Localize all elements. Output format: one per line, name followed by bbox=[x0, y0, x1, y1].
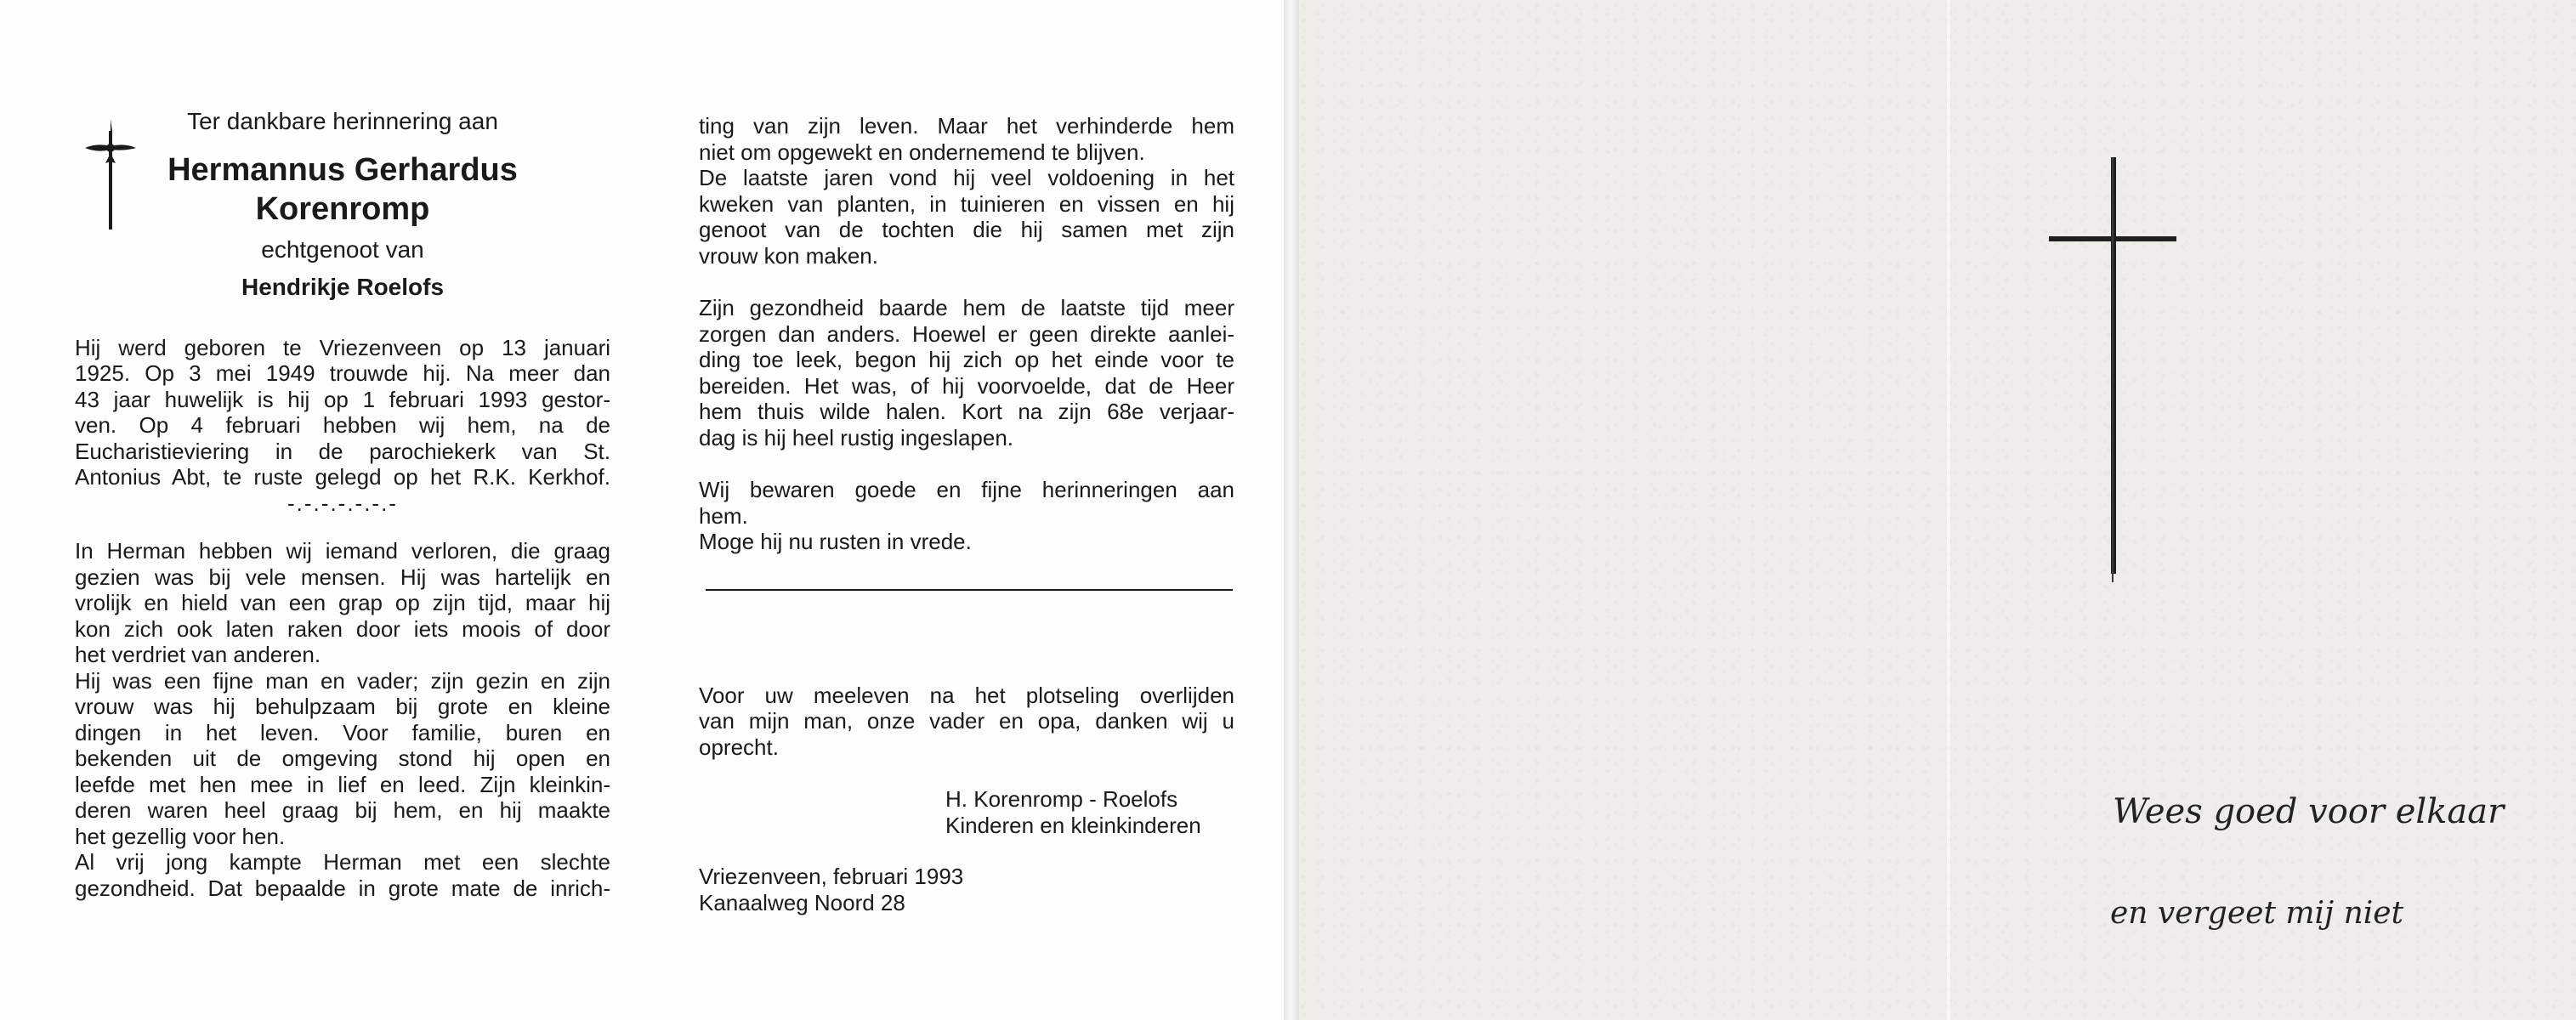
text-line: De laatste jaren vond hij veel voldoening in het bbox=[699, 165, 1234, 190]
text-line: ting van zijn leven. Maar het verhinderde hem bbox=[699, 113, 1234, 139]
memory-paragraph-1 bbox=[75, 538, 610, 668]
text-line: gezondheid. Dat bepaalde in grote mate de inrich- bbox=[75, 875, 610, 901]
text-line: Wij bewaren goede en fijne herinneringen aan bbox=[699, 477, 1234, 502]
signature-line: H. Korenromp - Roelofs bbox=[945, 786, 1178, 812]
cover-page bbox=[1299, 0, 2576, 1020]
text-line: genoot van de tochten die hij samen met zijn bbox=[699, 217, 1234, 242]
memory-paragraph-2 bbox=[75, 668, 610, 850]
spouse-label: echtgenoot van bbox=[261, 235, 424, 263]
cover-verse-line-1: Wees goed voor elkaar bbox=[2113, 792, 2505, 831]
right-column bbox=[699, 113, 1234, 915]
memory-paragraph-3 bbox=[75, 849, 610, 901]
text-line: niet om opgewekt en ondernemend te blijven. bbox=[699, 139, 1145, 165]
deceased-name-last: Korenromp bbox=[255, 190, 430, 227]
text-line: hem. bbox=[699, 502, 748, 529]
text-line: ding toe leek, begon hij zich op het einde voor te bbox=[699, 347, 1234, 372]
text-line: het gezellig voor hen. bbox=[75, 823, 286, 849]
cover-verse-line-2: en vergeet mij niet bbox=[2110, 896, 2404, 931]
text-line: zorgen dan anders. Hoewel er geen direkte aanlei- bbox=[699, 320, 1234, 347]
spouse-name: Hendrikje Roelofs bbox=[241, 274, 445, 300]
text-line: Voor uw meeleven na het plotseling overlijden bbox=[699, 682, 1234, 708]
text-line: dingen in het leven. Voor familie, buren en bbox=[75, 719, 610, 745]
separator: -.-.-.-.-.-.- bbox=[287, 490, 398, 516]
text-line: hem thuis wilde halen. Kort na zijn 68e verjaar- bbox=[699, 399, 1234, 424]
signature-block bbox=[945, 786, 1234, 838]
text-line: Al vrij jong kampte Herman met een slechte bbox=[75, 849, 610, 875]
memory-paragraph-7 bbox=[699, 477, 1234, 529]
left-column bbox=[75, 109, 610, 901]
text-line: ven. Op 4 februari hebben wij hem, na de bbox=[75, 412, 610, 438]
text-line: het verdriet van anderen. bbox=[75, 642, 321, 667]
address: Kanaalweg Noord 28 bbox=[699, 889, 905, 915]
text-line: Eucharistieviering in de parochiekerk van St. bbox=[75, 438, 610, 464]
place-date: Vriezenveen, februari 1993 bbox=[699, 864, 964, 889]
text-line: 1925. Op 3 mei 1949 trouwde hij. Na meer dan bbox=[75, 360, 610, 386]
text-line: kon zich ook laten raken door iets moois of door bbox=[75, 615, 610, 642]
text-line: kweken van planten, in tuinieren en vissen en hij bbox=[699, 190, 1234, 217]
text-line: 43 jaar huwelijk is hij op 1 februari 1993 gestor- bbox=[75, 386, 610, 412]
text-line: Hij was een fijne man en vader; zijn gezin en zijn bbox=[75, 667, 610, 694]
text-line: vrolijk en hield van een grap op zijn tijd, maar hij bbox=[75, 590, 610, 615]
closing-prayer: Moge hij nu rusten in vrede. bbox=[699, 529, 972, 554]
thanks-paragraph bbox=[699, 683, 1234, 761]
text-line: Antonius Abt, te ruste gelegd op het R.K. Kerkhof. bbox=[75, 464, 610, 490]
text-line: deren waren heel graag bij hem, en hij maakte bbox=[75, 797, 610, 823]
memory-paragraph-5 bbox=[699, 165, 1234, 269]
memory-paragraph-6 bbox=[699, 295, 1234, 450]
text-line: oprecht. bbox=[699, 734, 779, 760]
text-line: Hij werd geboren te Vriezenveen op 13 januari bbox=[75, 334, 610, 360]
text-line: leefde met hen mee in lief en leed. Zijn kleinkin- bbox=[75, 771, 610, 797]
dedication-line: Ter dankbare herinnering aan bbox=[187, 108, 498, 134]
signature-line: Kinderen en kleinkinderen bbox=[945, 812, 1201, 838]
text-line: gezien was bij vele mensen. Hij was hartelijk en bbox=[75, 564, 610, 590]
text-line: In Herman hebben wij iemand verloren, die graag bbox=[75, 538, 610, 564]
biography-paragraph bbox=[75, 335, 610, 490]
card-fold bbox=[1284, 0, 1301, 1020]
text-line: van mijn man, onze vader en opa, danken wij u bbox=[699, 708, 1234, 734]
text-line: bekenden uit de omgeving stond hij open en bbox=[75, 745, 610, 771]
text-line: vrouw was hij behulpzaam bij grote en kleine bbox=[75, 694, 610, 719]
deceased-name-first: Hermannus Gerhardus bbox=[167, 151, 518, 188]
text-line: bereiden. Het was, of hij voorvoelde, dat de Heer bbox=[699, 372, 1234, 399]
memory-paragraph-4 bbox=[699, 113, 1234, 165]
text-line: vrouw kon maken. bbox=[699, 242, 878, 269]
large-cross-icon bbox=[2049, 157, 2176, 582]
text-line: dag is hij heel rustig ingeslapen. bbox=[699, 424, 1014, 450]
text-line: Zijn gezondheid baarde hem de laatste tijd meer bbox=[699, 295, 1234, 320]
cover-fold-line bbox=[1947, 0, 1950, 1020]
